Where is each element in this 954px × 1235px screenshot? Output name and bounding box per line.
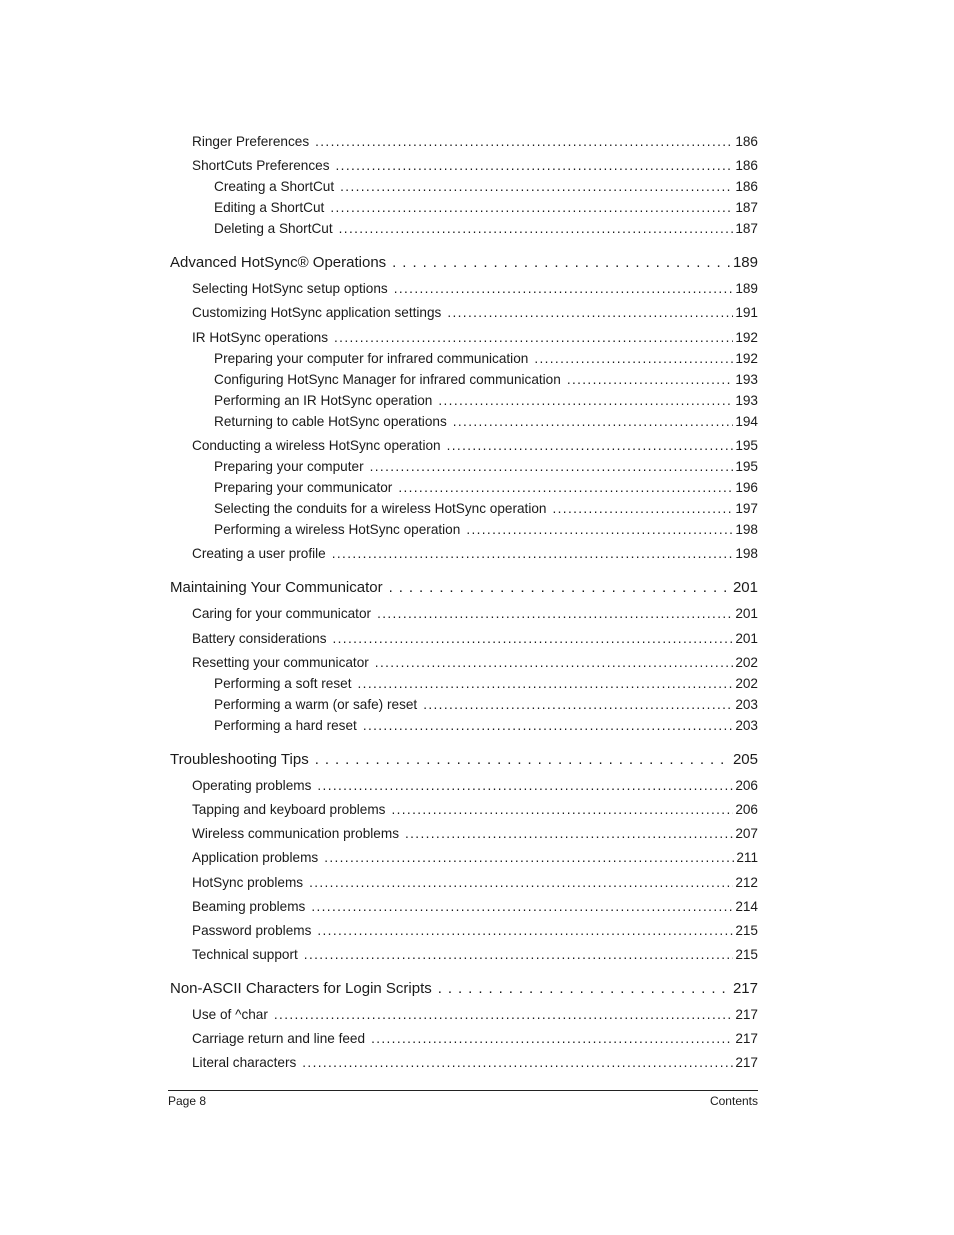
toc-entry-page-number: 187 (735, 221, 758, 236)
toc-section-entry[interactable] (214, 221, 758, 236)
toc-section-entry[interactable] (192, 281, 758, 296)
toc-entry-title: Wireless communication problems (192, 826, 399, 841)
toc-entry-title: Non-ASCII Characters for Login Scripts (170, 980, 432, 997)
toc-entry-page-number: 194 (735, 414, 758, 429)
footer-divider (168, 1090, 758, 1091)
toc-entry-page-number: 191 (735, 305, 758, 320)
toc-entry-title: Ringer Preferences (192, 134, 310, 149)
toc-entry-page-number: 197 (735, 501, 758, 516)
toc-entry-page-number: 206 (735, 778, 758, 793)
dot-leader (330, 200, 733, 215)
dot-leader (371, 1031, 733, 1046)
toc-entry-title: Literal characters (192, 1055, 297, 1070)
toc-entry-page-number: 196 (735, 480, 758, 495)
dot-leader (447, 438, 734, 453)
toc-section-entry[interactable] (192, 655, 758, 670)
dot-leader (304, 947, 734, 962)
toc-entry-title: Editing a ShortCut (214, 200, 325, 215)
toc-entry-title: Maintaining Your Communicator (170, 579, 383, 596)
dot-leader (438, 393, 733, 408)
toc-entry-page-number: 203 (735, 697, 758, 712)
toc-section-entry[interactable] (214, 718, 758, 733)
page-number: Page 8 (168, 1094, 207, 1108)
toc-entry-page-number: 186 (735, 179, 758, 194)
toc-entry-title: HotSync problems (192, 875, 304, 890)
dot-leader (391, 802, 733, 817)
toc-entry-title: Tapping and keyboard problems (192, 802, 386, 817)
dot-leader (315, 134, 733, 149)
dot-leader (552, 501, 733, 516)
toc-entry-title: Deleting a ShortCut (214, 221, 333, 236)
dot-leader (311, 899, 733, 914)
toc-entry-page-number: 212 (735, 875, 758, 890)
dot-leader (394, 281, 734, 296)
toc-entry-page-number: 217 (735, 1031, 758, 1046)
toc-entry-title: Battery considerations (192, 631, 327, 646)
toc-entry-page-number: 192 (735, 330, 758, 345)
toc-section-entry[interactable] (192, 330, 758, 345)
toc-entry-page-number: 205 (732, 751, 758, 768)
toc-entry-title: Creating a ShortCut (214, 179, 335, 194)
toc-entry-title: Preparing your computer (214, 459, 364, 474)
toc-section-entry[interactable] (192, 438, 758, 453)
toc-entry-page-number: 193 (735, 372, 758, 387)
dot-leader (466, 522, 733, 537)
toc-entry-page-number: 198 (735, 546, 758, 561)
toc-section-entry[interactable] (214, 697, 758, 712)
toc-entry-page-number: 207 (735, 826, 758, 841)
dot-leader (302, 1055, 733, 1070)
dot-leader (317, 923, 733, 938)
toc-entry-page-number: 193 (735, 393, 758, 408)
dot-leader (370, 459, 734, 474)
toc-entry-title: Conducting a wireless HotSync operation (192, 438, 441, 453)
dot-leader (340, 179, 733, 194)
dot-leader (332, 546, 734, 561)
toc-entry-title: Operating problems (192, 778, 312, 793)
toc-chapter-entry[interactable] (170, 254, 758, 271)
dot-leader (317, 778, 733, 793)
toc-entry-title: Caring for your communicator (192, 606, 372, 621)
toc-section-entry[interactable] (214, 372, 758, 387)
toc-chapter-entry[interactable] (170, 579, 758, 596)
toc-entry-title: Troubleshooting Tips (170, 751, 309, 768)
toc-section-entry[interactable] (192, 778, 758, 793)
toc-entry-title: Carriage return and line feed (192, 1031, 366, 1046)
dot-leader (333, 631, 734, 646)
toc-chapter-entry[interactable] (170, 980, 758, 997)
dot-leader (363, 718, 734, 733)
toc-entry-page-number: 189 (732, 254, 758, 271)
toc-entry-page-number: 201 (735, 631, 758, 646)
toc-entry-title: Password problems (192, 923, 312, 938)
toc-entry-page-number: 192 (735, 351, 758, 366)
toc-entry-page-number: 202 (735, 655, 758, 670)
toc-entry-page-number: 206 (735, 802, 758, 817)
toc-section-entry[interactable] (192, 158, 758, 173)
dot-leader (334, 330, 733, 345)
dot-leader (377, 606, 733, 621)
toc-entry-page-number: 187 (735, 200, 758, 215)
dot-leader (447, 305, 733, 320)
dot-leader (389, 579, 731, 596)
toc-section-entry[interactable] (192, 850, 758, 865)
toc-chapter-entry[interactable] (170, 751, 758, 768)
toc-section-entry[interactable] (192, 134, 758, 149)
toc-entry-title: Use of ^char (192, 1007, 268, 1022)
toc-entry-page-number: 217 (735, 1055, 758, 1070)
dot-leader (324, 850, 734, 865)
toc-entry-title: Performing an IR HotSync operation (214, 393, 433, 408)
toc-entry-title: Customizing HotSync application settings (192, 305, 442, 320)
toc-entry-title: Selecting HotSync setup options (192, 281, 388, 296)
toc-entry-page-number: 211 (736, 850, 758, 865)
toc-entry-title: IR HotSync operations (192, 330, 329, 345)
toc-entry-page-number: 189 (735, 281, 758, 296)
toc-section-entry[interactable] (192, 631, 758, 646)
dot-leader (567, 372, 734, 387)
dot-leader (453, 414, 734, 429)
toc-section-entry[interactable] (192, 947, 758, 962)
toc-section-entry[interactable] (192, 875, 758, 890)
toc-entry-page-number: 217 (735, 1007, 758, 1022)
toc-section-entry[interactable] (192, 1031, 758, 1046)
dot-leader (339, 221, 734, 236)
toc-entry-title: Creating a user profile (192, 546, 326, 561)
toc-section-entry[interactable] (192, 606, 758, 621)
toc-section-entry[interactable] (192, 305, 758, 320)
toc-entry-title: Selecting the conduits for a wireless HotSync operation (214, 501, 547, 516)
dot-leader (274, 1007, 733, 1022)
toc-section-entry[interactable] (192, 923, 758, 938)
toc-entry-page-number: 214 (735, 899, 758, 914)
toc-entry-title: Performing a warm (or safe) reset (214, 697, 418, 712)
toc-entry-title: ShortCuts Preferences (192, 158, 330, 173)
toc-entry-title: Configuring HotSync Manager for infrared communication (214, 372, 561, 387)
toc-entry-page-number: 201 (732, 579, 758, 596)
toc-entry-page-number: 186 (735, 134, 758, 149)
toc-entry-page-number: 202 (735, 676, 758, 691)
dot-leader (423, 697, 733, 712)
toc-section-entry[interactable] (214, 179, 758, 194)
dot-leader (405, 826, 733, 841)
toc-section-entry[interactable] (192, 802, 758, 817)
dot-leader (315, 751, 731, 768)
toc-section-entry[interactable] (214, 351, 758, 366)
toc-entry-title: Technical support (192, 947, 298, 962)
dot-leader (336, 158, 734, 173)
dot-leader (534, 351, 733, 366)
toc-entry-page-number: 195 (735, 438, 758, 453)
toc-entry-page-number: 215 (735, 923, 758, 938)
toc-entry-page-number: 195 (735, 459, 758, 474)
toc-entry-page-number: 215 (735, 947, 758, 962)
toc-entry-title: Performing a wireless HotSync operation (214, 522, 461, 537)
toc-entry-page-number: 217 (732, 980, 758, 997)
dot-leader (398, 480, 733, 495)
toc-section-entry[interactable] (192, 1055, 758, 1070)
dot-leader (309, 875, 733, 890)
toc-section-entry[interactable] (214, 522, 758, 537)
toc-section-entry[interactable] (214, 414, 758, 429)
section-name: Contents (709, 1094, 758, 1108)
toc-entry-title: Preparing your computer for infrared communication (214, 351, 529, 366)
toc-entry-title: Returning to cable HotSync operations (214, 414, 447, 429)
toc-entry-title: Performing a soft reset (214, 676, 352, 691)
dot-leader (392, 254, 731, 271)
toc-entry-title: Resetting your communicator (192, 655, 369, 670)
toc-entry-title: Performing a hard reset (214, 718, 357, 733)
toc-section-entry[interactable] (214, 200, 758, 215)
toc-entry-title: Beaming problems (192, 899, 306, 914)
toc-entry-page-number: 203 (735, 718, 758, 733)
toc-section-entry[interactable] (214, 480, 758, 495)
toc-entry-page-number: 198 (735, 522, 758, 537)
toc-section-entry[interactable] (214, 501, 758, 516)
toc-entry-page-number: 186 (735, 158, 758, 173)
dot-leader (375, 655, 734, 670)
dot-leader (358, 676, 734, 691)
toc-section-entry[interactable] (214, 459, 758, 474)
toc-section-entry[interactable] (192, 546, 758, 561)
toc-section-entry[interactable] (192, 1007, 758, 1022)
dot-leader (438, 980, 731, 997)
toc-section-entry[interactable] (214, 676, 758, 691)
toc-entry-title: Preparing your communicator (214, 480, 393, 495)
toc-section-entry[interactable] (192, 899, 758, 914)
toc-section-entry[interactable] (214, 393, 758, 408)
toc-entry-page-number: 201 (735, 606, 758, 621)
toc-entry-title: Application problems (192, 850, 319, 865)
toc-entry-title: Advanced HotSync® Operations (170, 254, 387, 271)
toc-section-entry[interactable] (192, 826, 758, 841)
